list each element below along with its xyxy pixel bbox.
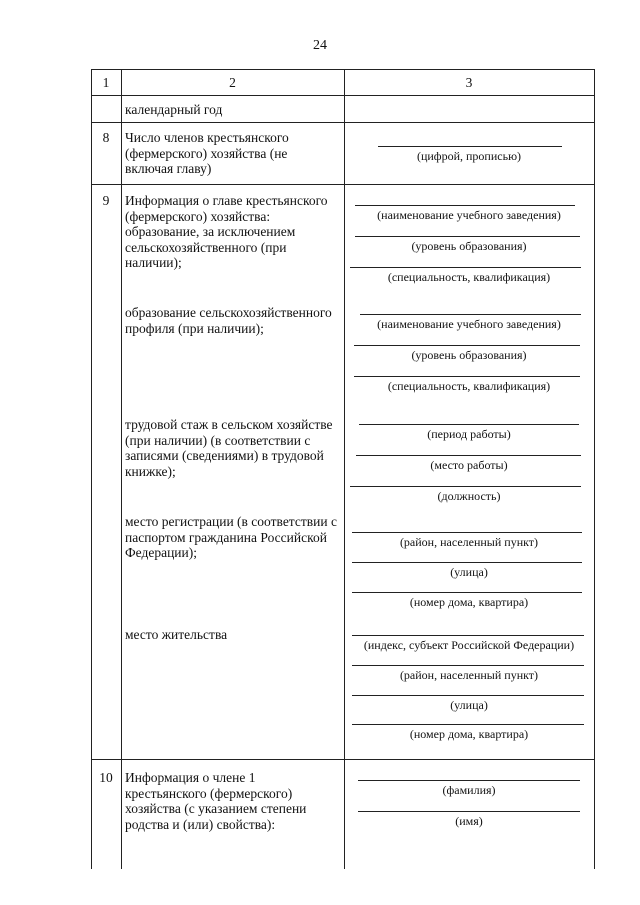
field-caption: (наименование учебного заведения): [377, 317, 561, 331]
form-table: [91, 69, 595, 869]
field-caption: (номер дома, квартира): [409, 727, 529, 741]
row-9-number: 9: [102, 193, 110, 208]
fill-field-position[interactable]: [344, 486, 594, 516]
fill-field-education-level-agri[interactable]: [344, 345, 594, 375]
field-caption: (район, населенный пункт): [399, 668, 539, 682]
row-divider: [91, 184, 595, 185]
fill-field-institution-agri[interactable]: [344, 314, 594, 344]
column-header-2: 2: [229, 75, 236, 90]
fill-field-surname[interactable]: [344, 780, 594, 810]
row-10-label: Информация о члене 1 крестьянского (фермерского) хозяйства (с указанием степени родства и (или) свойства):: [125, 770, 307, 832]
row-9-head-label: Информация о главе крестьянского (фермерского) хозяйства: образование, за исключением сельскохозяйственного (при наличии);: [125, 193, 328, 270]
field-caption: (имя): [455, 814, 483, 828]
fill-field-residence-house[interactable]: [344, 724, 594, 754]
column-divider: [121, 69, 122, 869]
fill-field-work-period[interactable]: [344, 424, 594, 454]
column-header-3: 3: [465, 75, 473, 90]
field-caption: (уровень образования): [411, 239, 527, 253]
field-caption: (специальность, квалификация): [387, 270, 551, 284]
table-border-right: [594, 69, 595, 869]
fill-field-first-name[interactable]: [344, 811, 594, 841]
column-header-1: 1: [102, 75, 110, 90]
field-caption: (должность): [437, 489, 501, 503]
row-divider: [91, 759, 595, 760]
table-border-left: [91, 69, 92, 869]
field-caption: (уровень образования): [411, 348, 527, 362]
field-caption: (место работы): [430, 458, 508, 472]
fill-field-education-level[interactable]: [344, 236, 594, 266]
fill-field-workplace[interactable]: [344, 455, 594, 485]
fill-field-specialty-agri[interactable]: [344, 376, 594, 406]
field-caption: (улица): [450, 565, 488, 579]
page-number: 24: [313, 38, 327, 53]
row-divider: [91, 122, 595, 123]
fill-field-residence-district[interactable]: [344, 665, 594, 695]
fill-field-institution[interactable]: [344, 205, 594, 235]
row-divider: [91, 95, 595, 96]
row-continuation-text: календарный год: [125, 102, 223, 117]
field-caption: (район, населенный пункт): [399, 535, 539, 549]
field-caption: (улица): [450, 698, 488, 712]
fill-field-residence-region[interactable]: [344, 635, 594, 665]
fill-field-residence-street[interactable]: [344, 695, 594, 725]
field-caption: (период работы): [427, 427, 511, 441]
fill-field-registration-house[interactable]: [344, 592, 594, 622]
table-border-top: [91, 69, 595, 70]
row-9-residence-label: место жительства: [125, 627, 228, 642]
fill-field-registration-street[interactable]: [344, 562, 594, 592]
field-caption: (фамилия): [442, 783, 496, 797]
field-caption: (номер дома, квартира): [409, 595, 529, 609]
row-8-label: Число членов крестьянского (фермерского) хозяйства (не включая главу): [125, 130, 289, 176]
fill-field-member-count[interactable]: [344, 146, 594, 176]
field-caption: (наименование учебного заведения): [377, 208, 561, 222]
field-caption: (индекс, субъект Российской Федерации): [363, 638, 575, 652]
row-9-agri-education-label: образование сельскохозяйственного профиля (при наличии);: [125, 305, 332, 336]
fill-field-registration-district[interactable]: [344, 532, 594, 562]
row-10-number: 10: [99, 770, 113, 785]
fill-field-specialty[interactable]: [344, 267, 594, 297]
field-caption: (цифрой, прописью): [416, 149, 522, 163]
row-9-work-label: трудовой стаж в сельском хозяйстве (при наличии) (в соответствии с записями (сведениями) в трудовой книжке);: [125, 417, 333, 479]
row-9-registration-label: место регистрации (в соответствии с паспортом гражданина Российской Федерации);: [125, 514, 337, 560]
row-8-number: 8: [102, 130, 110, 145]
field-caption: (специальность, квалификация): [387, 379, 551, 393]
